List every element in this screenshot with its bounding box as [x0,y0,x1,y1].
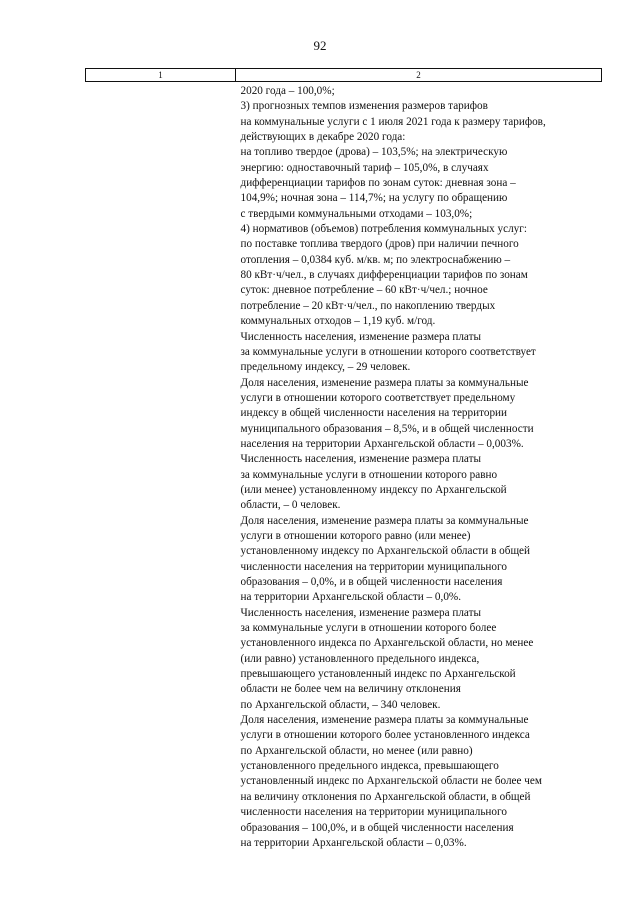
text-line: установленного предельного индекса, превышающего [240,760,499,773]
text-line: потребление – 20 кВт·ч/чел., по накоплению твердых [240,299,496,312]
text-line: на коммунальные услуги с 1 июля 2021 года к размеру тарифов, [240,115,546,128]
text-line: численности населения на территории муниципального [240,806,507,819]
text-line: Численность населения, изменение размера платы [240,606,482,619]
text-line: предельному индексу, – 29 человек. [240,361,411,374]
text-line: на топливо твердое (дрова) – 103,5%; на электрическую [240,146,508,159]
text-line: 104,9%; ночная зона – 114,7%; на услугу по обращению [240,192,508,205]
text-line: индексу в общей численности населения на территории [240,407,508,420]
text-line: за коммунальные услуги в отношении которого равно [240,468,498,481]
text-line: услуги в отношении которого равно (или менее) [240,529,471,542]
text-block [236,82,602,851]
text-line: Доля населения, изменение размера платы за коммунальные [240,514,529,527]
text-line: услуги в отношении которого более установленного индекса [240,729,530,742]
text-line: 2020 года – 100,0%; [240,85,335,97]
text-line: муниципального образования – 8,5%, и в общей численности [240,422,534,435]
text-line: коммунальных отходов – 1,19 куб. м/год. [240,315,436,328]
text-line: 3) прогнозных темпов изменения размеров тарифов [240,100,488,113]
text-line: на территории Архангельской области – 0,03%. [240,836,467,849]
text-line: образования – 0,0%, и в общей численности населения [240,576,503,588]
text-line: Доля населения, изменение размера платы за коммунальные [240,714,529,727]
document-table [85,68,602,851]
text-line: по Архангельской области, но менее (или равно) [240,744,473,757]
text-line: Численность населения, изменение размера платы [240,453,482,466]
text-line: на величину отклонения по Архангельской области, в общей [240,790,531,803]
text-line: установленный индекс по Архангельской области не более чем [240,775,542,788]
page-number: 92 [313,38,327,53]
text-line: области, – 0 человек. [240,499,341,512]
text-line: Численность населения, изменение размера платы [240,330,482,343]
text-line: населения на территории Архангельской области – 0,003%. [240,437,524,450]
text-line: численности населения на территории муниципального [240,560,507,573]
text-line: 80 кВт·ч/чел., в случаях дифференциации тарифов по зонам [240,269,528,282]
text-line: (или равно) установленного предельного индекса, [240,652,480,665]
text-line: отопления – 0,0384 куб. м/кв. м; по электроснабжению – [240,253,511,266]
text-line: на территории Архангельской области – 0,0%. [240,591,462,604]
text-line: за коммунальные услуги в отношении которого соответствует [240,345,536,358]
text-line: энергию: одноставочный тариф – 105,0%, в случаях [240,161,489,174]
text-line: действующих в декабре 2020 года: [240,131,406,144]
text-line: превышающего установленный индекс по Архангельской [240,668,516,681]
column-2-cell [236,82,602,852]
text-line: Доля населения, изменение размера платы за коммунальные [240,376,529,389]
column-2-header: 2 [236,69,602,82]
text-line: услуги в отношении которого соответствует предельному [240,391,516,404]
text-line: по поставке топлива твердого (дров) при наличии печного [240,238,519,251]
text-line: установленному индексу по Архангельской области в общей [240,545,531,558]
column-1-cell [86,82,236,852]
text-line: за коммунальные услуги в отношении которого более [240,622,497,635]
column-1-header: 1 [86,69,236,82]
text-line: по Архангельской области, – 340 человек. [240,698,441,711]
text-line: 4) нормативов (объемов) потребления коммунальных услуг: [240,223,527,236]
text-line: суток: дневное потребление – 60 кВт·ч/чел.; ночное [240,284,488,297]
table-header-row [86,69,602,82]
text-line: дифференциации тарифов по зонам суток: дневная зона – [240,177,516,190]
text-line: образования – 100,0%, и в общей численности населения [240,821,514,834]
table-body-row [86,82,602,852]
text-line: области не более чем на величину отклонения [240,683,461,696]
text-line: с твердыми коммунальными отходами – 103,0%; [240,207,473,220]
text-line: установленного индекса по Архангельской области, но менее [240,637,534,650]
text-line: (или менее) установленному индексу по Архангельской [240,483,507,496]
